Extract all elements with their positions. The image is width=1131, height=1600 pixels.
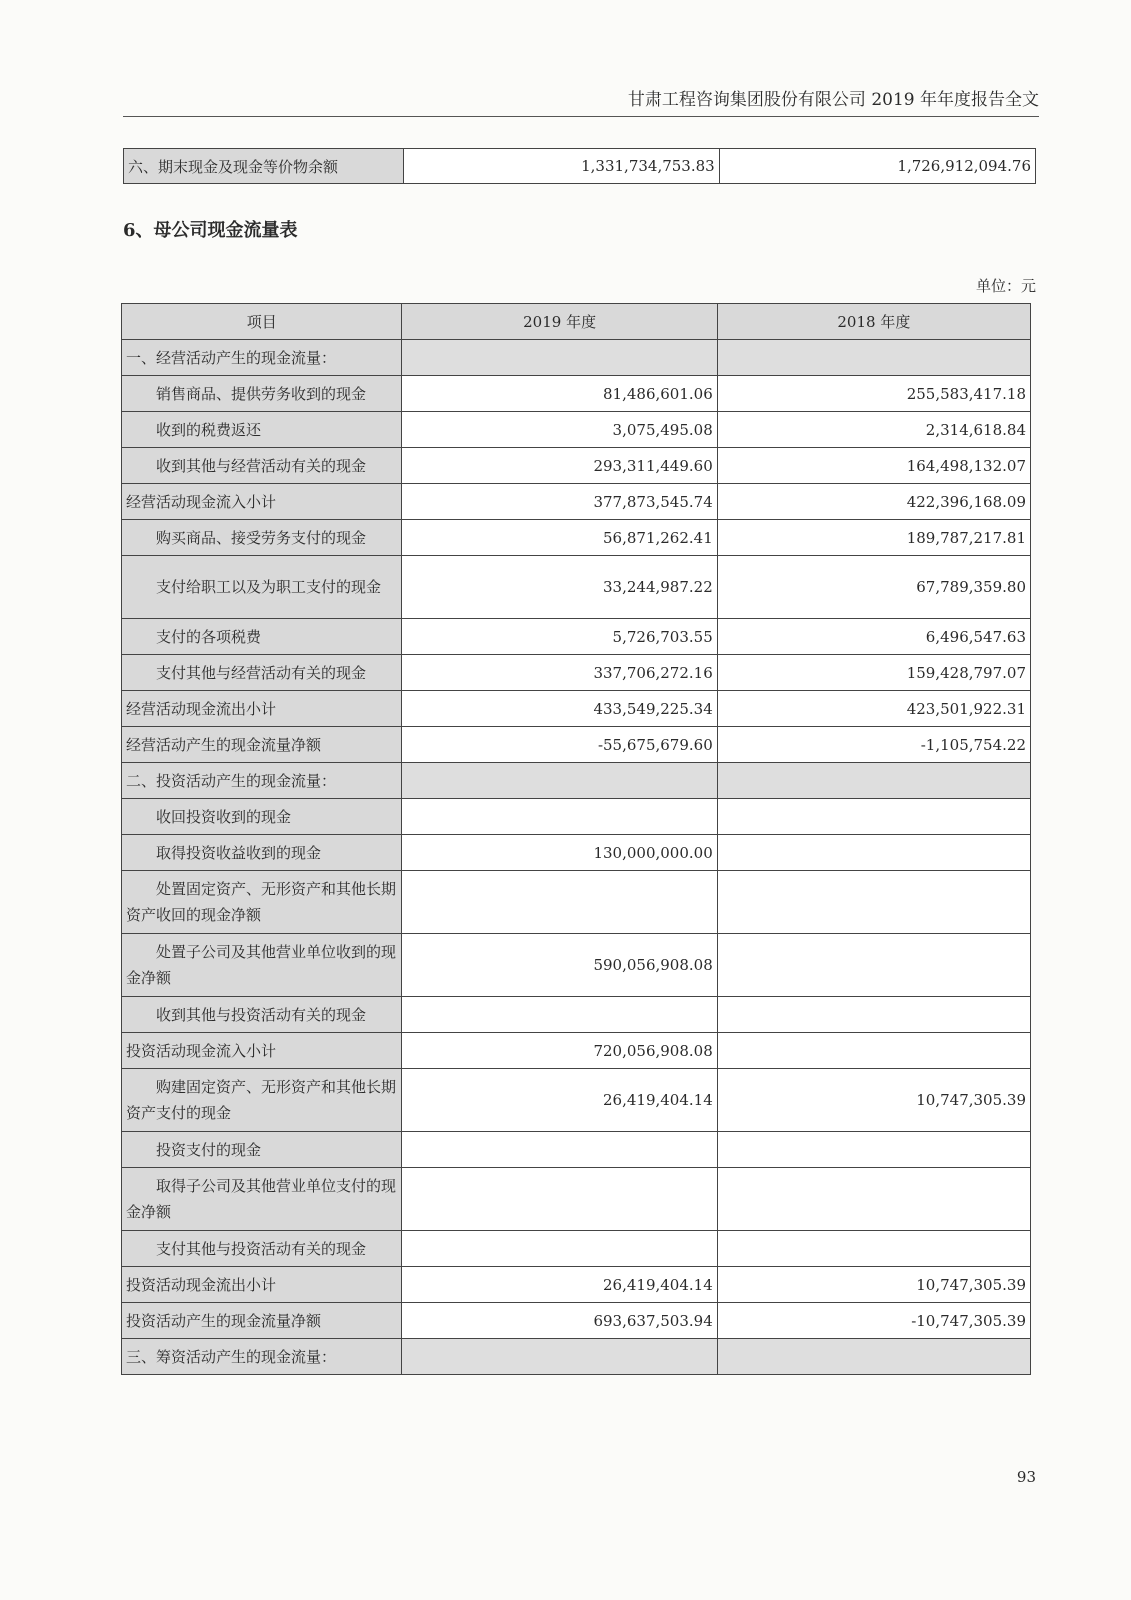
table-row [122, 934, 1031, 997]
table-row [122, 412, 1031, 448]
table-row [122, 997, 1031, 1033]
value-2018 [717, 1231, 1030, 1267]
row-label: 收到其他与经营活动有关的现金 [122, 448, 402, 484]
value-2018: 10,747,305.39 [717, 1069, 1030, 1132]
table-row [122, 1132, 1031, 1168]
table-row [122, 1168, 1031, 1231]
value-2019 [402, 997, 717, 1033]
value-2019 [402, 1132, 717, 1168]
value-2018: 67,789,359.80 [717, 556, 1030, 619]
value-2019: 433,549,225.34 [402, 691, 717, 727]
header-item: 项目 [122, 304, 402, 340]
value-2018 [717, 1168, 1030, 1231]
table-row [122, 448, 1031, 484]
table-row [122, 835, 1031, 871]
table-row [124, 149, 1036, 184]
value-2018 [717, 1033, 1030, 1069]
row-label: 支付的各项税费 [122, 619, 402, 655]
value-2018: -1,105,754.22 [717, 727, 1030, 763]
table-row [122, 1231, 1031, 1267]
row-label: 支付给职工以及为职工支付的现金 [122, 556, 402, 619]
value-2018: 189,787,217.81 [717, 520, 1030, 556]
section-title: 6、母公司现金流量表 [123, 220, 298, 241]
table-row [122, 1069, 1031, 1132]
value-2019: 720,056,908.08 [402, 1033, 717, 1069]
value-2019: 3,075,495.08 [402, 412, 717, 448]
value-2018 [717, 1339, 1030, 1375]
table-row [122, 655, 1031, 691]
value-2019 [402, 340, 717, 376]
value-2019: 293,311,449.60 [402, 448, 717, 484]
row-label: 经营活动现金流出小计 [122, 691, 402, 727]
value-2019: 26,419,404.14 [402, 1267, 717, 1303]
value-2019 [402, 799, 717, 835]
value-2018 [717, 997, 1030, 1033]
table-row [122, 727, 1031, 763]
value-2019 [402, 763, 717, 799]
value-2019 [402, 1168, 717, 1231]
value-2018: 6,496,547.63 [717, 619, 1030, 655]
table-header-row [122, 304, 1031, 340]
value-2018 [717, 340, 1030, 376]
row-label: 销售商品、提供劳务收到的现金 [122, 376, 402, 412]
value-2019: -55,675,679.60 [402, 727, 717, 763]
table-row [122, 619, 1031, 655]
row-label: 一、经营活动产生的现金流量： [122, 340, 402, 376]
row-label: 取得子公司及其他营业单位支付的现金净额 [122, 1168, 402, 1231]
value-2019: 81,486,601.06 [402, 376, 717, 412]
value-2019: 26,419,404.14 [402, 1069, 717, 1132]
row-label: 二、投资活动产生的现金流量： [122, 763, 402, 799]
row-label: 支付其他与经营活动有关的现金 [122, 655, 402, 691]
value-2019: 693,637,503.94 [402, 1303, 717, 1339]
top-summary-table [123, 148, 1036, 184]
table-row [122, 340, 1031, 376]
table-row [122, 1033, 1031, 1069]
table-row [122, 556, 1031, 619]
row-label: 处置固定资产、无形资产和其他长期资产收回的现金净额 [122, 871, 402, 934]
row-label: 投资活动现金流入小计 [122, 1033, 402, 1069]
value-2019 [402, 871, 717, 934]
value-2019: 56,871,262.41 [402, 520, 717, 556]
value-2019: 1,331,734,753.83 [404, 149, 719, 184]
value-2019: 33,244,987.22 [402, 556, 717, 619]
row-label: 投资活动产生的现金流量净额 [122, 1303, 402, 1339]
value-2019: 590,056,908.08 [402, 934, 717, 997]
value-2018 [717, 871, 1030, 934]
value-2019: 130,000,000.00 [402, 835, 717, 871]
page-header: 甘肃工程咨询集团股份有限公司 2019 年年度报告全文 [123, 86, 1039, 117]
table-row [122, 799, 1031, 835]
value-2018 [717, 763, 1030, 799]
value-2019: 377,873,545.74 [402, 484, 717, 520]
value-2018: 423,501,922.31 [717, 691, 1030, 727]
value-2018: 159,428,797.07 [717, 655, 1030, 691]
value-2018: 2,314,618.84 [717, 412, 1030, 448]
value-2018 [717, 1132, 1030, 1168]
value-2019 [402, 1231, 717, 1267]
value-2019: 337,706,272.16 [402, 655, 717, 691]
table-row [122, 484, 1031, 520]
row-label: 购买商品、接受劳务支付的现金 [122, 520, 402, 556]
table-row [122, 520, 1031, 556]
value-2018: 10,747,305.39 [717, 1267, 1030, 1303]
cash-flow-table [121, 303, 1031, 1375]
unit-label: 单位：元 [975, 277, 1036, 295]
value-2018 [717, 799, 1030, 835]
row-label: 处置子公司及其他营业单位收到的现金净额 [122, 934, 402, 997]
value-2018 [717, 835, 1030, 871]
value-2018: 164,498,132.07 [717, 448, 1030, 484]
value-2019 [402, 1339, 717, 1375]
page-number: 93 [1016, 1468, 1036, 1486]
value-2018 [717, 934, 1030, 997]
table-row [122, 1267, 1031, 1303]
row-label: 经营活动产生的现金流量净额 [122, 727, 402, 763]
value-2019: 5,726,703.55 [402, 619, 717, 655]
row-label: 三、筹资活动产生的现金流量： [122, 1339, 402, 1375]
row-label: 收到其他与投资活动有关的现金 [122, 997, 402, 1033]
row-label: 投资活动现金流出小计 [122, 1267, 402, 1303]
row-label: 收回投资收到的现金 [122, 799, 402, 835]
table-row [122, 763, 1031, 799]
row-label: 六、期末现金及现金等价物余额 [124, 149, 404, 184]
row-label: 收到的税费返还 [122, 412, 402, 448]
row-label: 购建固定资产、无形资产和其他长期资产支付的现金 [122, 1069, 402, 1132]
table-row [122, 691, 1031, 727]
value-2018: 255,583,417.18 [717, 376, 1030, 412]
table-row [122, 1303, 1031, 1339]
row-label: 投资支付的现金 [122, 1132, 402, 1168]
row-label: 取得投资收益收到的现金 [122, 835, 402, 871]
row-label: 经营活动现金流入小计 [122, 484, 402, 520]
header-2019: 2019 年度 [402, 304, 717, 340]
value-2018: 1,726,912,094.76 [719, 149, 1035, 184]
table-row [122, 376, 1031, 412]
value-2018: 422,396,168.09 [717, 484, 1030, 520]
table-row [122, 871, 1031, 934]
row-label: 支付其他与投资活动有关的现金 [122, 1231, 402, 1267]
table-row [122, 1339, 1031, 1375]
value-2018: -10,747,305.39 [717, 1303, 1030, 1339]
header-2018: 2018 年度 [717, 304, 1030, 340]
